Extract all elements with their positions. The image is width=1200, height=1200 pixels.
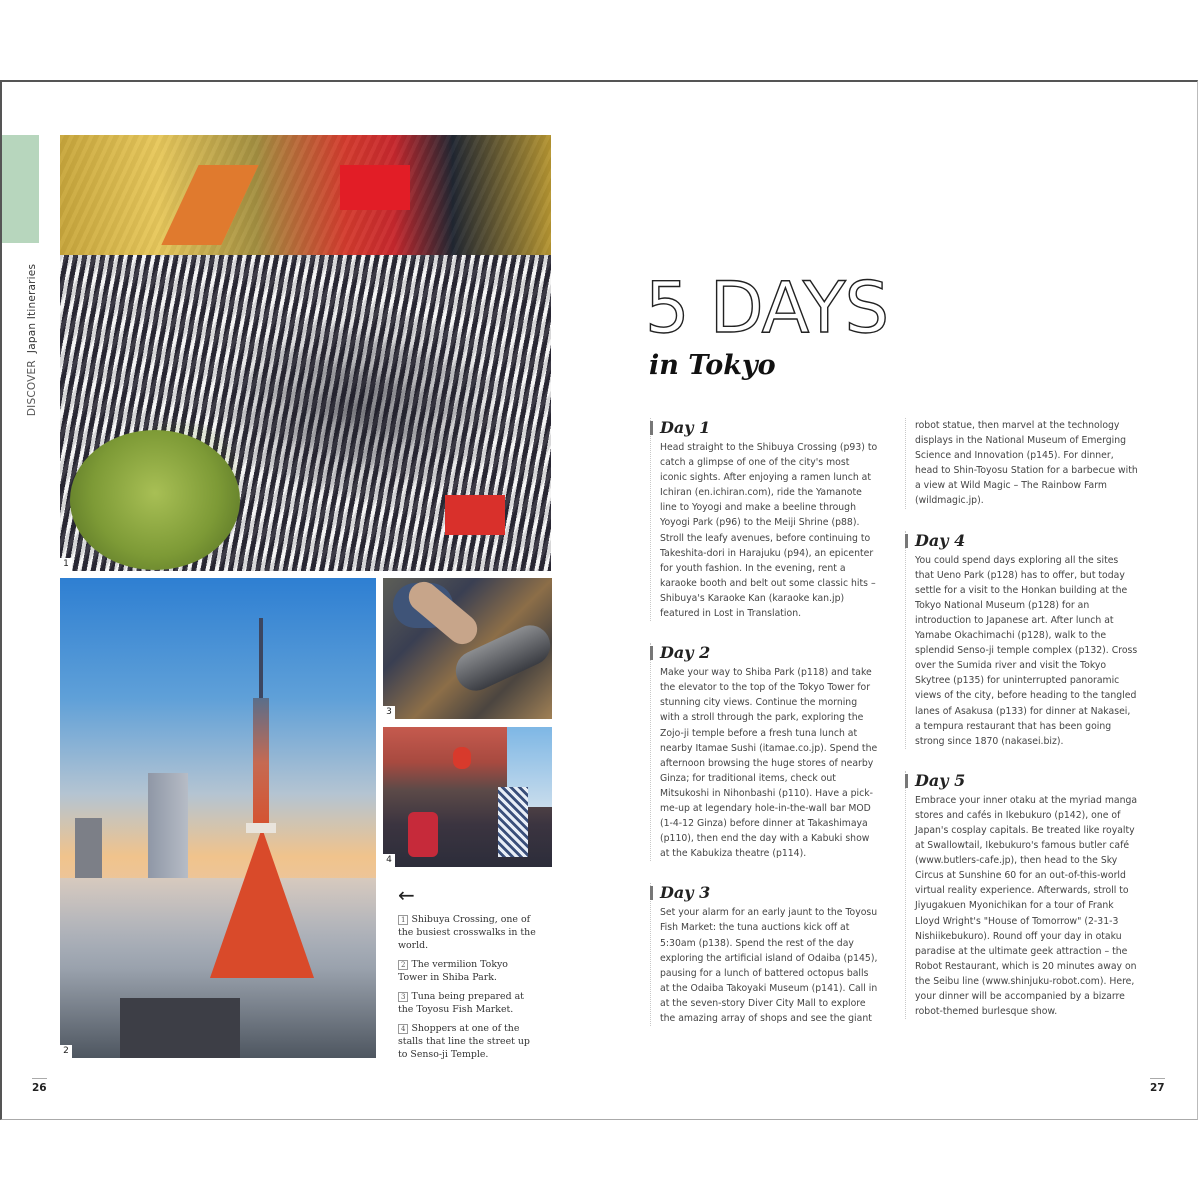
photo-number: 1 [60,558,72,571]
caption-item: 2 The vermilion Tokyo Tower in Shiba Park. [398,959,508,983]
day-text: Embrace your inner otaku at the myriad manga stores and cafés in Ikebukuro (p142), one of Japan's cosplay capitals. Be treated like royalty at Swallowtail, Ikebukuro's famous butler café (www.butlers-cafe.jp), then head to the Sky Circus at Sunshine 60 for an out-of-this-world virtual reality experience. Afterwards, stroll to Jiyugakuen Myonichikan for a tour of Frank Lloyd Wright's "House of Tomorrow" (2-31-3 Nishiikebukuro). Round off your day in otaku paradise at the ultimate geek attraction – the Robot Restaurant, which is 20 minutes away on the Seibu line (www.shinjuku-robot.com). Here, your dinner will be accompanied by a bizarre robot-themed burlesque show. [915,794,1138,1018]
day-4-section [905,531,1138,749]
day-text: Make your way to Shiba Park (p118) and take the elevator to the top of the Tokyo Tower for stunning city views. Continue the morning with a stroll through the park, exploring the Zojo-ji temple before a fresh tuna lunch at nearby Itamae Sushi (itamae.co.jp). Spend the afternoon browsing the huge stores of nearby Ginza; for traditional items, check out Mitsukoshi in Nihonbashi (p110). Have a pick-me-up at legendary hole-in-the-wall bar MOD (1-4-12 Ginza) before dinner at Takashimaya (p110), then end the day with a Kabuki show at the Kabukiza theatre (p114). [660,667,878,860]
caption-item: 1 Shibuya Crossing, one of the busiest crosswalks in the world. [398,914,536,951]
day-heading: Day 2 [651,643,878,663]
photo-tuna-preparation [383,578,552,719]
photo-captions [398,885,538,1067]
day-text: You could spend days exploring all the sites that Ueno Park (p128) has to offer, but today settle for a visit to the Honkan building at the Tokyo National Museum (p128) for an introduction to Japanese art. After lunch at Yamabe Okachimachi (p128), walk to the splendid Senso-ji temple complex (p132). Cross over the Sumida river and visit the Tokyo Skytree (p135) for uninterrupted panoramic views of the city, before heading to the tangled lanes of Asakusa (p133) for dinner at Nakasei, a tempura restaurant that has been going strong since 1870 (nakasei.biz). [915,554,1138,747]
photo-shoppers [383,727,552,867]
photo-number: 2 [60,1045,72,1058]
photo-tokyo-tower [60,578,376,1058]
section-running-head [22,255,42,425]
section-label: DISCOVER [26,360,38,417]
caption-item: 3 Tuna being prepared at the Toyosu Fish Market. [398,991,524,1015]
photo-shibuya-crossing [60,135,551,571]
section-color-tab [2,135,39,243]
day-3-continued [905,418,1138,509]
day-heading: Day 4 [906,531,1138,551]
day-2-section [650,643,878,861]
caption-item: 4 Shoppers at one of the stalls that line the street up to Senso-ji Temple. [398,1023,530,1060]
page-subtitle: in Tokyo [649,350,776,381]
itinerary-column-1 [650,418,878,1026]
itinerary-column-2 [905,418,1138,1019]
photo-number: 3 [383,706,395,719]
day-heading: Day 1 [651,418,878,438]
day-heading: Day 3 [651,883,878,903]
arrow-left-icon: ← [398,883,415,907]
day-3-section [650,883,878,1026]
day-text: robot statue, then marvel at the technology displays in the National Museum of Emerging Science and Innovation (p145). For dinner, head to Shin-Toyosu Station for a barbecue with a view at Wild Magic – The Rainbow Farm (wildmagic.jp). [915,420,1138,507]
page-number-left: 26 [32,1078,47,1094]
page-number-right: 27 [1150,1078,1165,1094]
day-text: Head straight to the Shibuya Crossing (p93) to catch a glimpse of one of the city's most iconic sights. After enjoying a ramen lunch at Ichiran (en.ichiran.com), ride the Yamanote line to Yoyogi and make a beeline through Yoyogi Park (p96) to the Meiji Shrine (p88). Stroll the leafy avenues, before continuing to Takeshita-dori in Harajuku (p94), an epicenter for youth fashion. In the evening, rent a karaoke booth and belt out some classic hits – Shibuya's Karaoke Kan (karaoke kan.jp) featured in Lost in Translation. [660,442,878,620]
photo-number: 4 [383,854,395,867]
day-text: Set your alarm for an early jaunt to the Toyosu Fish Market: the tuna auctions kick off at 5:30am (p138). Spend the rest of the day exploring the artificial island of Odaiba (p145), pausing for a lunch of battered octopus balls at the Odaiba Takoyaki Museum (p141). Call in at the seven-story Diver City Mall to explore the amazing array of shops and see the giant [660,907,878,1024]
section-sub-label: Japan Itineraries [26,263,38,354]
day-5-section [905,771,1138,1019]
page-title: 5 DAYS [645,267,889,349]
day-heading: Day 5 [906,771,1138,791]
day-1-section [650,418,878,621]
